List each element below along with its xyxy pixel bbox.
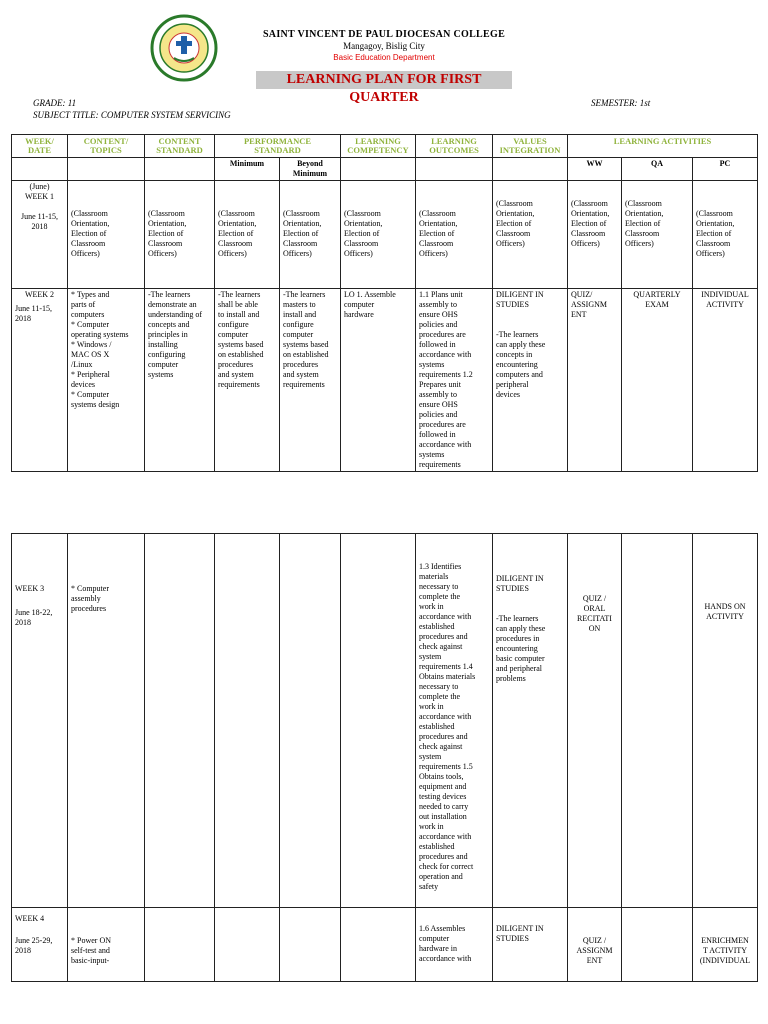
table-row-week-2 xyxy=(12,289,758,472)
col-pc: PC xyxy=(693,158,758,181)
table-row-week-1 xyxy=(12,181,758,289)
learning-plan-table-2 xyxy=(11,533,758,982)
subject-label: SUBJECT TITLE: COMPUTER SYSTEM SERVICING xyxy=(33,110,231,120)
col-values-integration: VALUES INTEGRATION xyxy=(493,135,568,158)
col-learning-outcomes: LEARNING OUTCOMES xyxy=(416,135,493,158)
cell-outcomes: 1.1 Plans unit assembly to ensure OHS policies and procedures are followed in accordance with systems requirements 1.2 Prepares unit assembly to ensure OHS policies and procedures are followed in accordance with systems requirements xyxy=(416,289,493,472)
cell-competency: LO 1. Assemble computer hardware xyxy=(341,289,416,472)
cell-week xyxy=(12,908,68,982)
col-learning-activities: LEARNING ACTIVITIES xyxy=(568,135,758,158)
cell-content-standard: (Classroom Orientation, Election of Classroom Officers) xyxy=(145,181,215,289)
col-content: CONTENT/ TOPICS xyxy=(68,135,145,158)
cell-content: * Power ON self-test and basic-input- xyxy=(68,908,145,982)
cell-week xyxy=(12,289,68,472)
cell-values: DILIGENT IN STUDIES -The learners can apply these procedures in encountering basic computer and peripheral problems xyxy=(493,534,568,908)
cell-beyond: -The learners masters to install and configure computer systems based on established procedures and system requirements xyxy=(280,289,341,472)
school-address: Mangagoy, Bislig City xyxy=(343,41,425,51)
cell-outcomes: 1.3 Identifies materials necessary to complete the work in accordance with established procedures and check against system requirements 1.4 Obtains materials necessary to complete the work in accordance with established procedures and check against system requirements 1.5 Obtains tools, equipment and testing devices needed to carry out installation work in accordance with established procedures and check for correct operation and safety xyxy=(416,534,493,908)
cell-values: DILIGENT IN STUDIES -The learners can apply these concepts in encountering computers and peripheral devices xyxy=(493,289,568,472)
cell-beyond: (Classroom Orientation, Election of Classroom Officers) xyxy=(280,181,341,289)
week-label: WEEK 2 xyxy=(24,290,55,299)
week-label: WEEK 3 xyxy=(15,584,45,593)
cell-content: * Types and parts of computers * Computer operating systems * Windows / MAC OS X /Linux * Peripheral devices * Computer systems design xyxy=(68,289,145,472)
col-week: WEEK/ DATE xyxy=(12,135,68,158)
cell-ww: QUIZ / ORAL RECITATI ON xyxy=(568,534,622,908)
col-learning-competency: LEARNING COMPETENCY xyxy=(341,135,416,158)
cell-pc: HANDS ON ACTIVITY xyxy=(693,534,758,908)
cell-competency: (Classroom Orientation, Election of Classroom Officers) xyxy=(341,181,416,289)
cell-minimum: -The learners shall be able to install and configure computer systems based on established procedures and system requirements xyxy=(215,289,280,472)
header-row xyxy=(12,135,758,158)
col-content-standard: CONTENT STANDARD xyxy=(145,135,215,158)
cell-content-standard: -The learners demonstrate an understanding of concepts and principles in installing configuring computer systems xyxy=(145,289,215,472)
col-ww: WW xyxy=(568,158,622,181)
cell-content: (Classroom Orientation, Election of Classroom Officers) xyxy=(68,181,145,289)
cell-qa: QUARTERLY EXAM xyxy=(622,289,693,472)
subheader-row xyxy=(12,158,758,181)
cell-pc: ENRICHMEN T ACTIVITY (INDIVIDUAL xyxy=(693,908,758,982)
cell-ww: QUIZ / ASSIGNM ENT xyxy=(568,908,622,982)
learning-plan-table-1 xyxy=(11,134,758,472)
grade-label: GRADE: 11 xyxy=(33,98,77,108)
cell-qa: (Classroom Orientation, Election of Classroom Officers) xyxy=(622,181,693,289)
department-name: Basic Education Department xyxy=(333,53,435,62)
cell-values: (Classroom Orientation, Election of Classroom Officers) xyxy=(493,181,568,289)
cell-content: * Computer assembly procedures xyxy=(68,534,145,908)
cell-pc: (Classroom Orientation, Election of Classroom Officers) xyxy=(693,181,758,289)
semester-label: SEMESTER: 1st xyxy=(591,98,651,108)
week-date: June 11-15, 2018 xyxy=(15,304,53,323)
cell-outcomes: (Classroom Orientation, Election of Classroom Officers) xyxy=(416,181,493,289)
col-qa: QA xyxy=(622,158,693,181)
cell-minimum: (Classroom Orientation, Election of Classroom Officers) xyxy=(215,181,280,289)
week-date: June 25-29, 2018 xyxy=(15,936,53,955)
cell-values: DILIGENT IN STUDIES xyxy=(493,908,568,982)
col-performance-standard: PERFORMANCE STANDARD xyxy=(215,135,341,158)
week-date: June 18-22, 2018 xyxy=(15,608,53,627)
cell-ww: QUIZ/ ASSIGNM ENT xyxy=(568,289,622,472)
cell-week xyxy=(12,534,68,908)
cell-pc: INDIVIDUAL ACTIVITY xyxy=(693,289,758,472)
cell-ww: (Classroom Orientation, Election of Classroom Officers) xyxy=(568,181,622,289)
table-row-week-3 xyxy=(12,534,758,908)
cell-outcomes: 1.6 Assembles computer hardware in accordance with xyxy=(416,908,493,982)
week-label: WEEK 4 xyxy=(15,914,45,923)
col-beyond-minimum: Beyond Minimum xyxy=(280,158,341,181)
school-name: SAINT VINCENT DE PAUL DIOCESAN COLLEGE xyxy=(262,29,506,40)
col-minimum: Minimum xyxy=(215,158,280,181)
cell-week: (June) WEEK 1 June 11-15, 2018 xyxy=(12,181,68,289)
table-row-week-4 xyxy=(12,908,758,982)
page-title: LEARNING PLAN FOR FIRST QUARTER xyxy=(256,71,512,89)
